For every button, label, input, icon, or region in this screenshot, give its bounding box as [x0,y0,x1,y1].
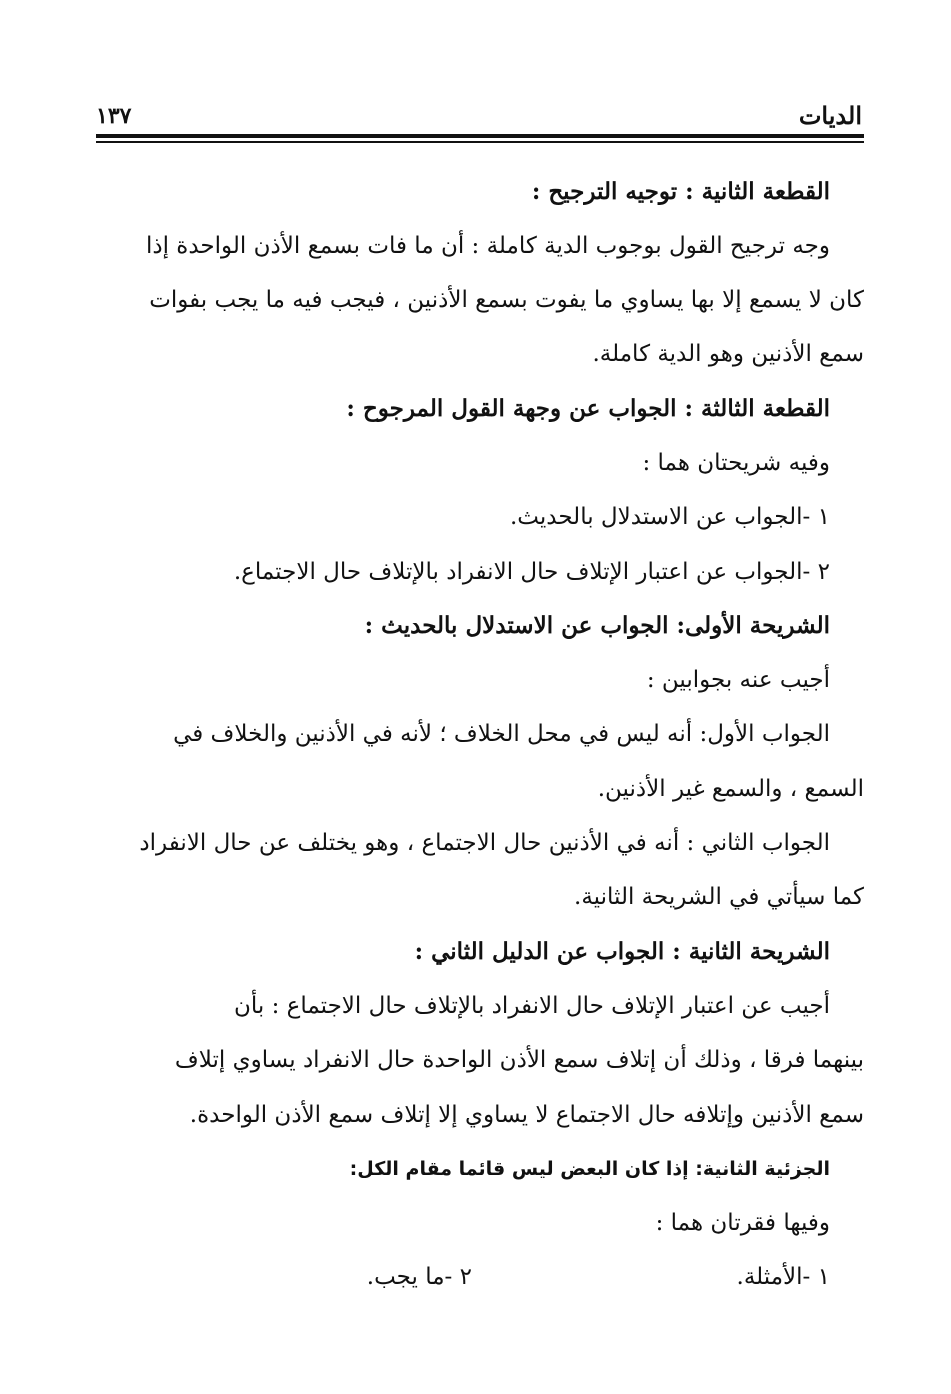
paragraph-line: وفيها فقرتان هما : [655,1210,830,1237]
paragraph-line: سمع الأذنين وإتلافه حال الاجتماع لا يساوي إلا إتلاف سمع الأذن الواحدة. [189,1101,864,1128]
list-item: ٢ -ما يجب. [366,1264,472,1291]
section-heading: الشريحة الثانية : الجواب عن الدليل الثاني : [414,937,830,965]
paragraph-line: سمع الأذنين وهو الدية كاملة. [592,341,864,368]
paragraph-line: كان لا يسمع إلا بها يساوي ما يفوت بسمع الأذنين ، فيجب فيه ما يجب بفوات [149,287,864,314]
list-item: ١ -الأمثلة. [736,1264,830,1291]
list-item: ٢ -الجواب عن اعتبار الإتلاف حال الانفراد بالإتلاف حال الاجتماع. [233,558,830,585]
page-number: ١٣٧ [96,103,132,129]
paragraph-line: أجيب عنه بجوابين : [646,667,830,694]
section-heading: القطعة الثانية : توجيه الترجيح : [531,177,830,205]
paragraph-line: وفيه شريحتان هما : [642,449,830,476]
section-heading: الشريحة الأولى: الجواب عن الاستدلال بالحديث : [364,611,830,639]
header-rule-thick [96,134,864,138]
paragraph-line: أجيب عن اعتبار الإتلاف حال الانفراد بالإتلاف حال الاجتماع : بأن [233,992,830,1019]
page-body [96,165,864,1305]
header-rule-thin [96,141,864,143]
paragraph-line: السمع ، والسمع غير الأذنين. [597,775,864,802]
paragraph-line: بينهما فرقا ، وذلك أن إتلاف سمع الأذن الواحدة حال الانفراد يساوي إتلاف [174,1047,864,1074]
paragraph-line: وجه ترجيح القول بوجوب الدية كاملة : أن ما فات بسمع الأذن الواحدة إذا [145,232,830,259]
section-heading: القطعة الثالثة : الجواب عن وجهة القول المرجوح : [346,394,830,422]
chapter-title: الديات [798,101,862,130]
paragraph-line: الجواب الأول: أنه ليس في محل الخلاف ؛ لأنه في الأذنين والخلاف في [173,721,830,748]
page-header [96,96,864,132]
list-row [96,1250,864,1304]
subsection-heading: الجزئية الثانية: إذا كان البعض ليس قائما مقام الكل: [349,1157,830,1180]
list-item: ١ -الجواب عن الاستدلال بالحديث. [509,504,830,531]
paragraph-line: الجواب الثاني : أنه في الأذنين حال الاجتماع ، وهو يختلف عن حال الانفراد [139,830,830,857]
page [96,96,864,1305]
paragraph-line: كما سيأتي في الشريحة الثانية. [574,884,864,911]
